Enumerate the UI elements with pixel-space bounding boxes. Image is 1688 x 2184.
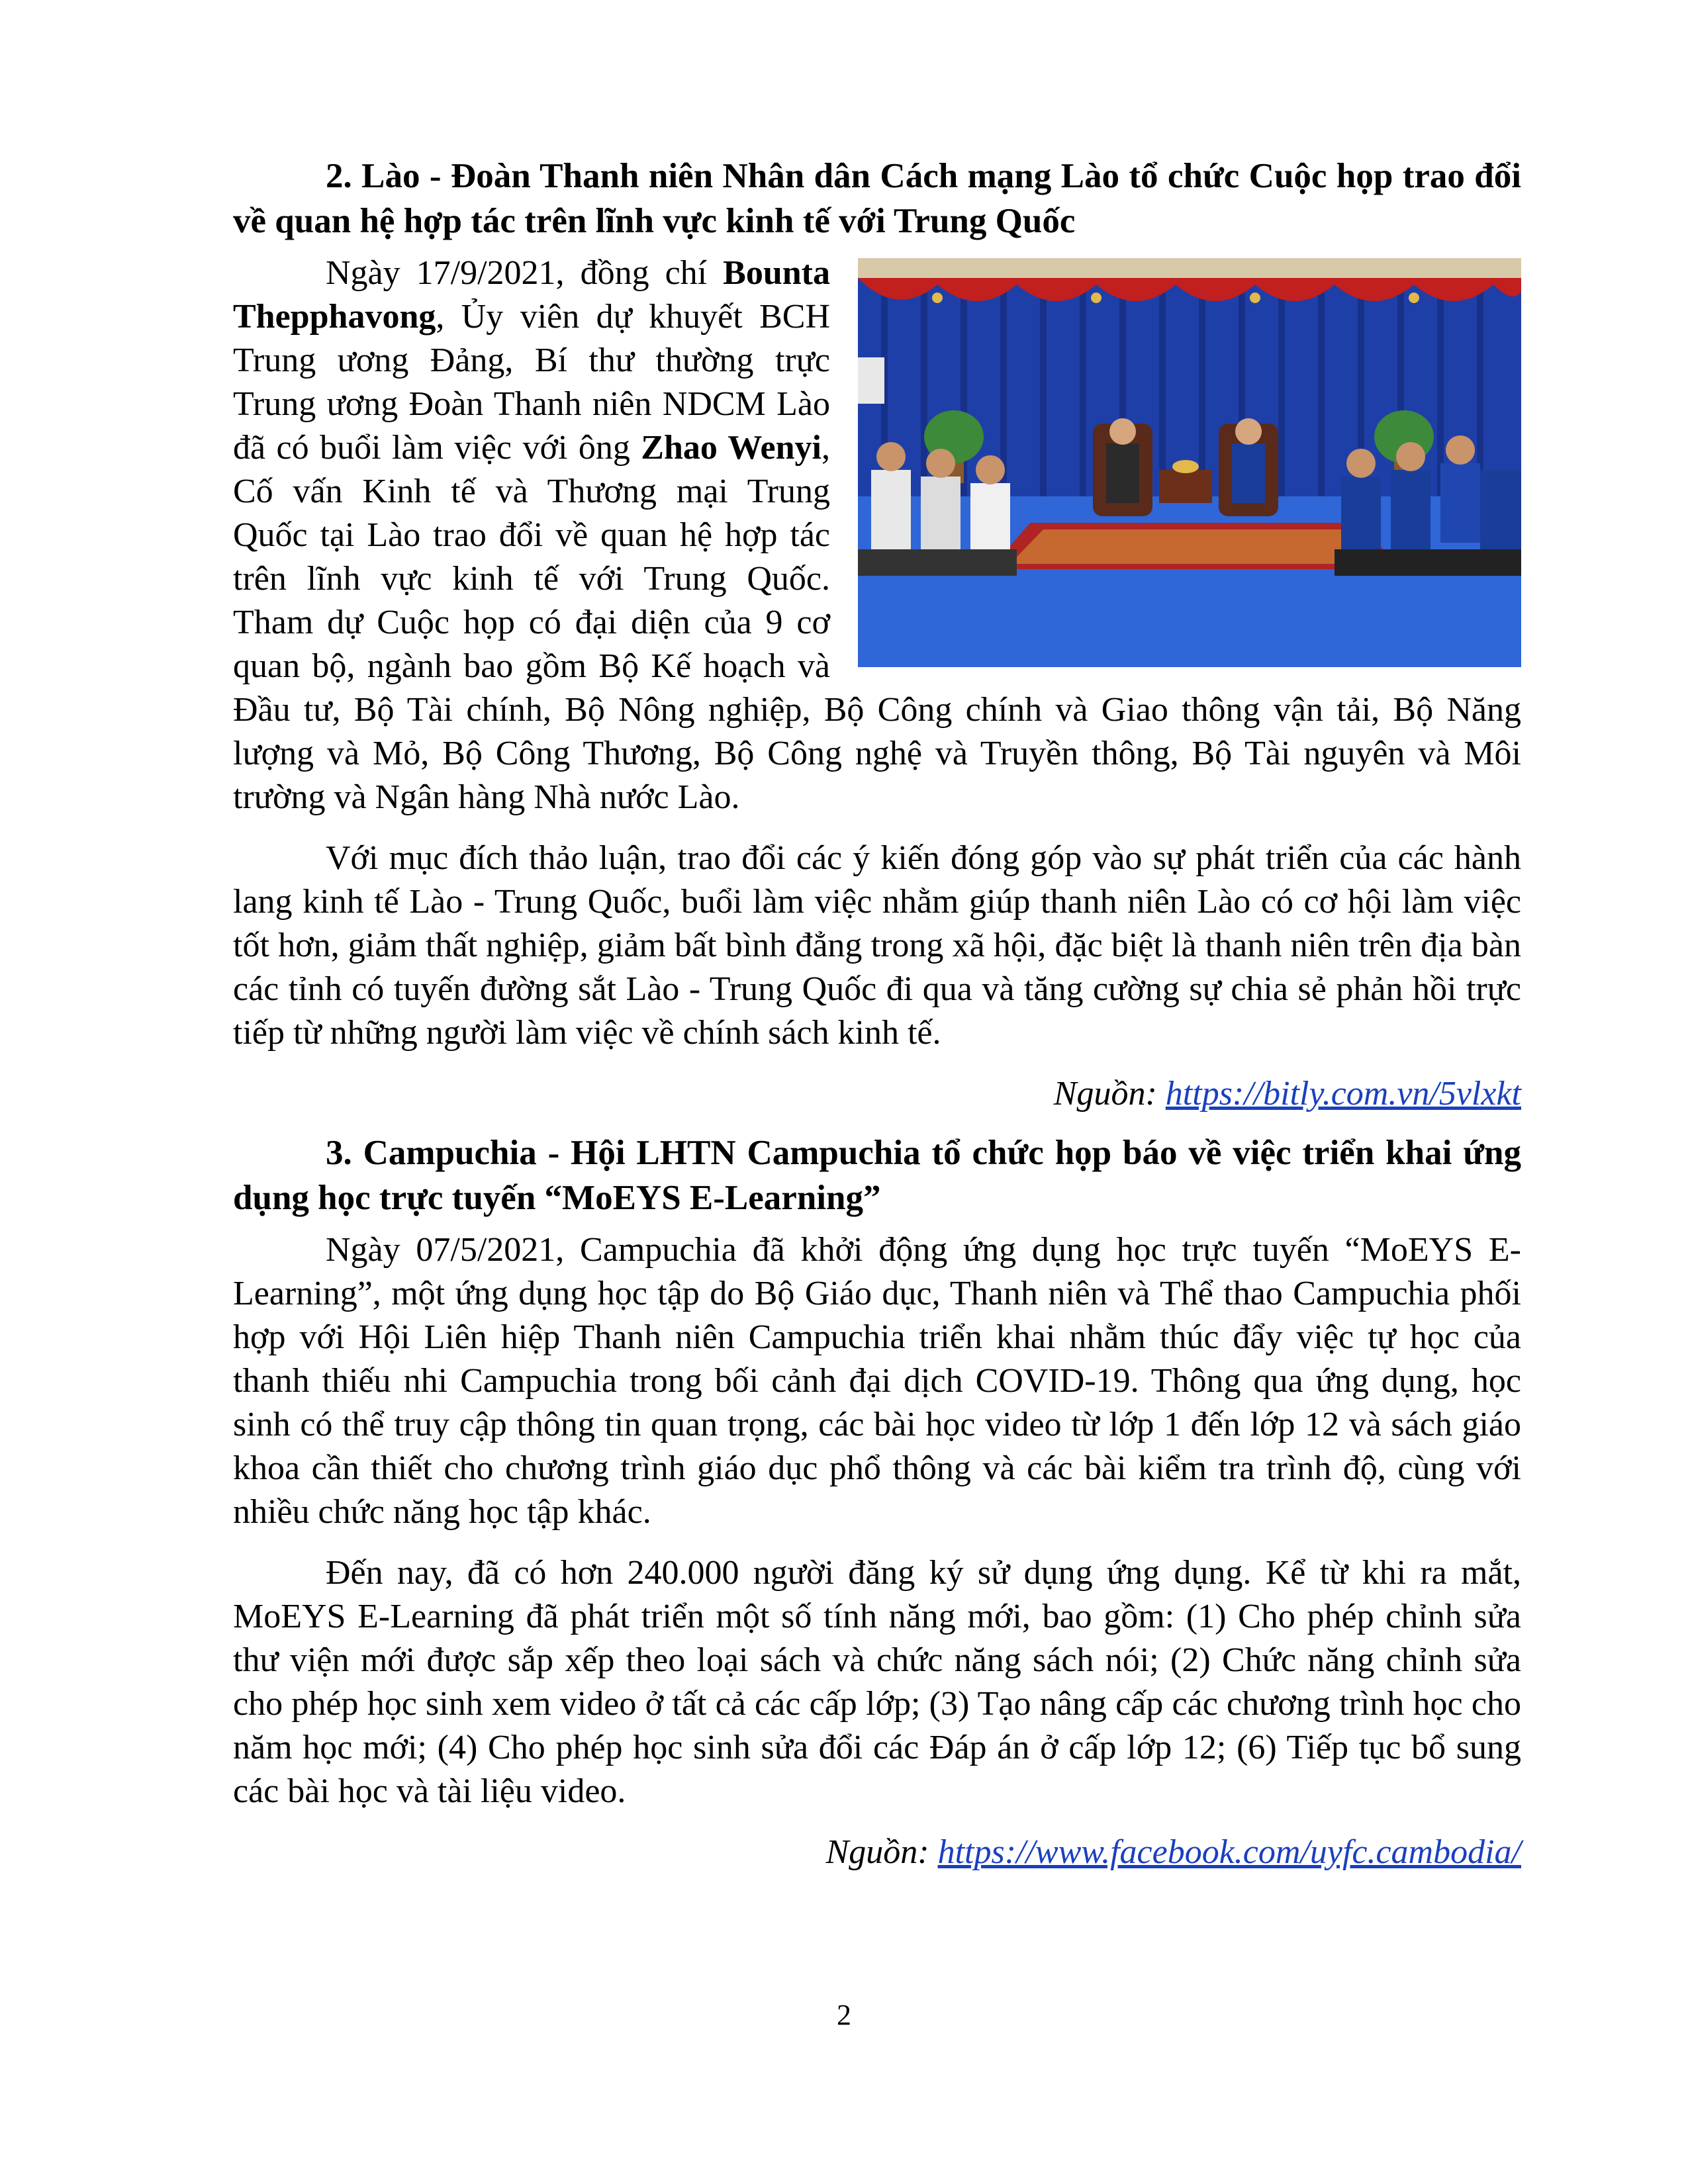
section-2-paragraph-2: Với mục đích thảo luận, trao đổi các ý kiến đóng góp vào sự phát triển của các hành lang kinh tế Lào - Trung Quốc, buổi làm việc nhằm giúp thanh niên Lào có cơ hội làm việc tốt hơn, giảm thất nghiệp, giảm bất bình đẳng trong xã hội, đặc biệt là thanh niên trên địa bàn các tỉnh có tuyến đường sắt Lào - Trung Quốc đi qua và tăng cường sự chia sẻ phản hồi trực tiếp từ những người làm việc về chính sách kinh tế. — [233, 839, 1521, 1052]
person-name-bounta: Bounta Thepphavong — [233, 254, 830, 336]
section-2-source — [233, 1072, 1521, 1116]
paragraph-text: , Cố vấn Kinh tế và Thương mại Trung Quốc tại Lào trao đổi về quan hệ hợp tác trên lĩnh vực kinh tế với Trung Quốc. Tham dự Cuộc họp có đại diện của 9 cơ quan bộ, ngành bao gồm Bộ Kế hoạch và Đầu tư, Bộ Tài chính, Bộ Nông nghiệp, Bộ Công chính và Giao thông vận tải, Bộ Năng lượng và Mỏ, Bộ Công Thương, Bộ Công nghệ và Truyền thông, Bộ Tài nguyên và Môi trường và Ngân hàng Nhà nước Lào. — [233, 429, 1521, 816]
paragraph-text: , Ủy viên dự khuyết BCH Trung ương Đảng, Bí thư thường trực Trung ương Đoàn Thanh niên NDCM Lào đã có buổi làm việc với ông — [233, 298, 830, 467]
person-name-zhao: Zhao Wenyi — [641, 429, 821, 467]
section-3-paragraph-1: Ngày 07/5/2021, Campuchia đã khởi động ứng dụng học trực tuyến “MoEYS E-Learning”, một ứng dụng học tập do Bộ Giáo dục, Thanh niên và Thể thao Campuchia phối hợp với Hội Liên hiệp Thanh niên Campuchia triển khai nhằm thúc đẩy việc tự học của thanh thiếu nhi Campuchia trong bối cảnh đại dịch COVID-19. Thông qua ứng dụng, học sinh có thể truy cập thông tin quan trọng, các bài học video từ lớp 1 đến lớp 12 và sách giáo khoa cần thiết cho chương trình giáo dục phổ thông và các bài kiểm tra trình độ, cùng với nhiều chức năng học tập khác. — [233, 1231, 1521, 1531]
section-2-heading: 2. Lào - Đoàn Thanh niên Nhân dân Cách mạng Lào tổ chức Cuộc họp trao đổi về quan hệ hợp tác trên lĩnh vực kinh tế với Trung Quốc — [233, 157, 1521, 240]
section-3-source — [233, 1831, 1521, 1874]
source-label: Nguồn: — [825, 1833, 938, 1871]
section-3-source-link[interactable]: https://www.facebook.com/uyfc.cambodia/ — [937, 1833, 1521, 1871]
page-number: 2 — [837, 1999, 851, 2031]
page-content — [233, 154, 1521, 1889]
paragraph-text: Ngày 17/9/2021, đồng chí — [326, 254, 724, 292]
source-label: Nguồn: — [1053, 1075, 1166, 1113]
meeting-photo-illustration — [858, 258, 1521, 667]
section-2-source-link[interactable]: https://bitly.com.vn/5vlxkt — [1165, 1075, 1521, 1113]
meeting-photo — [858, 258, 1521, 667]
section-3-heading: 3. Campuchia - Hội LHTN Campuchia tổ chức họp báo về việc triển khai ứng dụng học trực tuyến “MoEYS E-Learning” — [233, 1134, 1521, 1217]
section-3-paragraph-2: Đến nay, đã có hơn 240.000 người đăng ký sử dụng ứng dụng. Kể từ khi ra mắt, MoEYS E-Learning đã phát triển một số tính năng mới, bao gồm: (1) Cho phép chỉnh sửa thư viện mới được sắp xếp theo loại sách và chức năng sách nói; (2) Chức năng chỉnh sửa cho phép học sinh xem video ở tất cả các cấp lớp; (3) Tạo nâng cấp các chương trình học cho năm học mới; (4) Cho phép học sinh sửa đổi các Đáp án ở cấp lớp 12; (6) Tiếp tục bổ sung các bài học và tài liệu video. — [233, 1554, 1521, 1810]
